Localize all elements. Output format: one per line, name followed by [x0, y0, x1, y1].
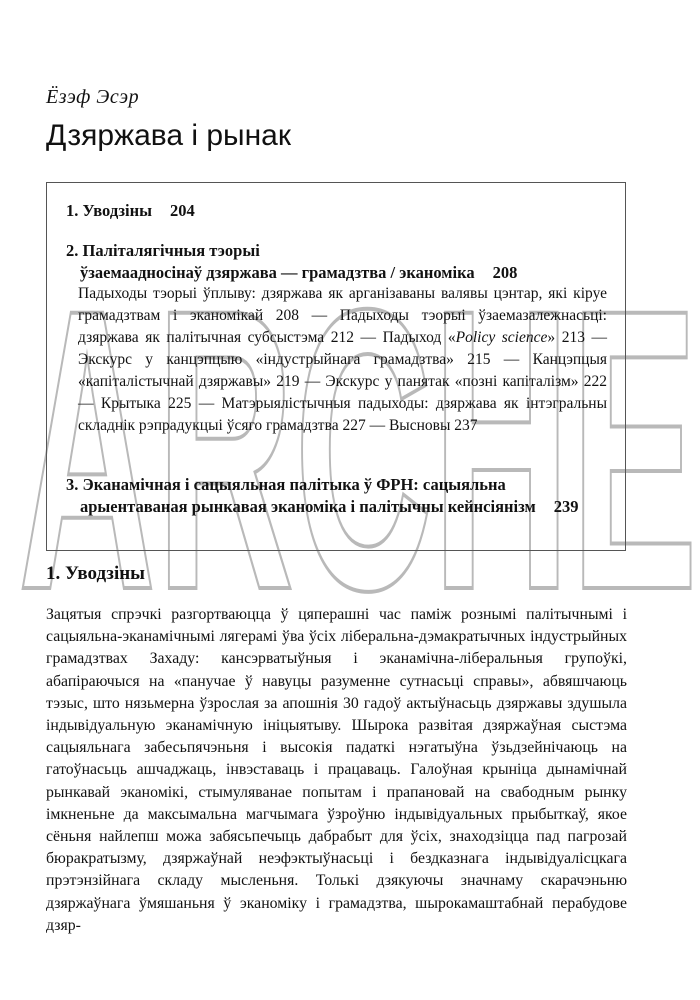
toc-item-2-line-2[interactable] — [80, 263, 517, 283]
toc-desc-part-2: » 213 — Экскурс у канцэпцыю «індустрыйнага грамадзтва» 215 — Канцэпцыя «капіталістычнай дзяржавы» 219 — Экскурс у панятак «позні капіталізм» 222 — Крытыка 225 — Матэрыялістычныя падыходы: дзяржава як інтэгральны складнік рэпрадукцыі ўсяго грамадзтва 227 — Высновы 237 — [78, 329, 608, 434]
toc-desc-italic: Policy science — [455, 329, 548, 346]
toc-item-3-title: арыентаваная рынкавая эканоміка і палітычны кейнсіянізм — [80, 497, 536, 516]
toc-item-3-line-2[interactable] — [80, 497, 579, 517]
toc-item-1-page: 204 — [169, 201, 195, 220]
page-title: Дзяржава і рынак — [46, 119, 291, 152]
toc-item-3-line-1[interactable]: 3. Эканамічная і сацыяльная палітыка ў ФРН: сацыяльна — [66, 475, 506, 494]
toc-item-3-page: 239 — [553, 497, 579, 516]
section-heading: 1. Уводзіны — [46, 563, 146, 584]
toc-item-2-title: ўзаемаадносінаў дзяржава — грамадзтва / эканоміка — [80, 263, 475, 282]
toc-item-2-subsections — [78, 283, 607, 437]
author-name: Ёзэф Эсэр — [46, 86, 140, 108]
toc-item-2-line-1[interactable]: 2. Паліталягічныя тэорыі — [66, 241, 260, 260]
svg-text:ARCHE: ARCHE — [18, 290, 698, 610]
body-paragraph: Зацятыя спрэчкі разгортваюцца ў цяперашні час паміж рознымі палітычнымі і сацыяльна-эканамічнымі лягерамі ўва ўсіх ліберальна-дэмакратычных індустрыйных грамадзтвах Захаду: кансэрватыўныя і эканамічна-ліберальныя групоўкі, абапіраючыся на «панучае ў навуцы разуменне сутнасьці справы», абвяшчаюць тэзыс, што нязьмерна ўзрослая за апошнія 30 гадоў актыўнасьць дзяржавы здушыла індывідуальную эканамічную ініцыятыву. Шырока развітая дзяржаўная сыстэма сацыяльнага забесьпячэньня і высокія падаткі нэгатыўна ўзьдзейнічаюць на гатоўнасьць ашчаджаць, інвэставаць і працаваць. Галоўная крыніца дынамічнай рынкавай эканомікі, стымуляванае попытам і прапановай на свабодным рынку імкненьне да максымальна магчымага ўзроўню індывідуальных прыбыткаў, якое сёньня найлепш можа забясьпечыць дабрабыт для ўсіх, знаходзіцца пад пагрозай бюракратызму, дзяржаўнай неэфэктыўнасьці і бездказнага індывідуалісцкага прэтэнзійнага складу мысленьня. Толькі дзякуючы значнаму скарачэньню дзяржаўнага ўмяшаньня ў эканоміку і грамадзтва, шырокамаштабнай перабудове дзяр- — [46, 606, 627, 934]
toc-item-1[interactable] — [66, 201, 195, 221]
toc-item-1-title: 1. Уводзіны — [66, 201, 152, 220]
toc-desc-part-1: Падыходы тэорыі ўплыву: дзяржава як арганізаваны валявы цэнтар, які кіруе грамадзтвам і эканомікай 208 — Падыходы тэорыі ўзаемазалежнасьці: дзяржава як палітычная субсыстэма 212 — Падыход « — [78, 285, 607, 346]
table-of-contents — [46, 182, 626, 551]
toc-item-2-page: 208 — [492, 263, 518, 282]
